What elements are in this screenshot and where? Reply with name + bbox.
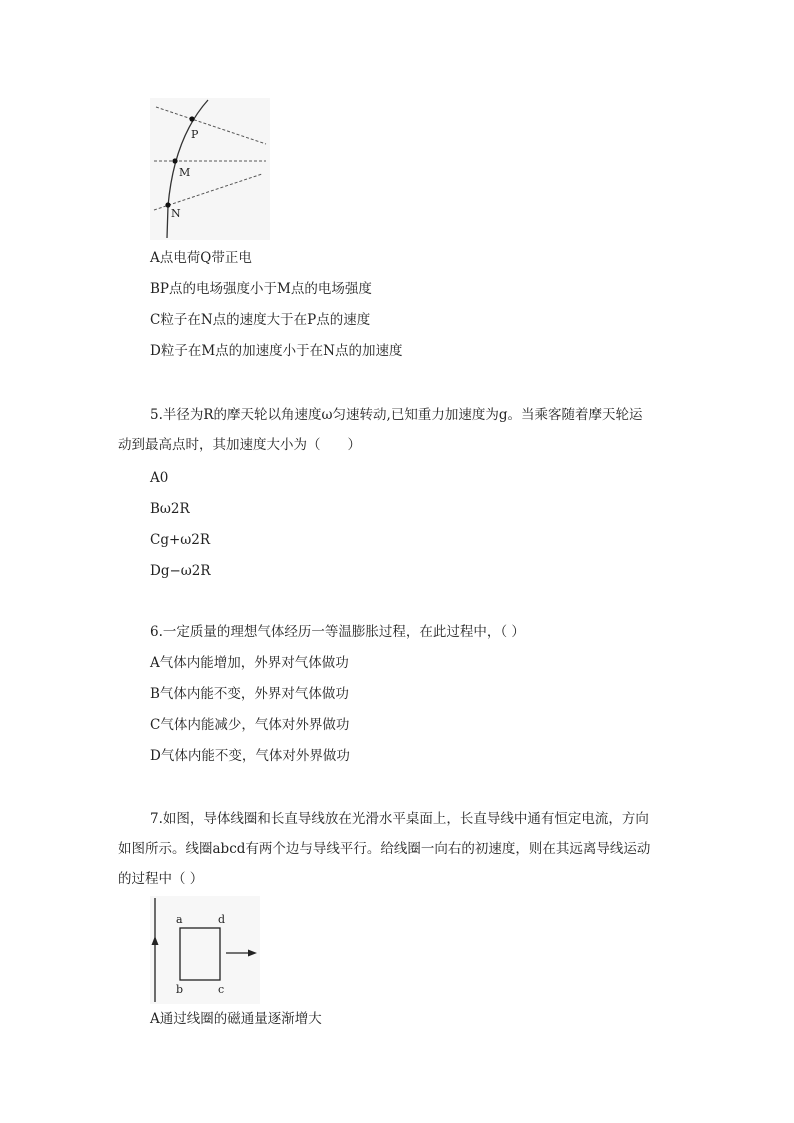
q7-stem-line1: 7.如图，导体线圈和长直导线放在光滑水平桌面上，长直导线中通有恒定电流，方向 <box>150 811 649 827</box>
label-b: b <box>176 983 184 996</box>
label-n: N <box>171 207 181 220</box>
q6-stem: 6.一定质量的理想气体经历一等温膨胀过程，在此过程中，（ ） <box>150 624 525 640</box>
q5-option-d: Dg−ω2R <box>150 563 211 579</box>
label-a: a <box>176 913 183 926</box>
q6-option-d: D气体内能不变，气体对外界做功 <box>150 748 350 764</box>
q6-option-c: C气体内能减少，气体对外界做功 <box>150 717 350 733</box>
q5-option-a: A0 <box>150 470 169 486</box>
label-p: P <box>191 128 199 141</box>
q5-stem-line2: 动到最高点时，其加速度大小为（ ） <box>118 437 361 453</box>
figure-wire-coil <box>150 896 260 1004</box>
q4-option-a: A点电荷Q带正电 <box>150 250 252 266</box>
q5-option-c: Cg+ω2R <box>150 532 211 548</box>
q4-option-b: BP点的电场强度小于M点的电场强度 <box>150 281 372 297</box>
q4-option-d: D粒子在M点的加速度小于在N点的加速度 <box>150 343 403 359</box>
label-d: d <box>218 913 226 926</box>
q6-option-a: A气体内能增加，外界对气体做功 <box>150 655 349 671</box>
figure-field-trajectory <box>150 98 270 240</box>
q5-option-b: Bω2R <box>150 501 190 517</box>
q7-option-a: A通过线圈的磁通量逐渐增大 <box>150 1011 322 1027</box>
q5-stem-line1: 5.半径为R的摩天轮以角速度ω匀速转动,已知重力加速度为g。当乘客随着摩天轮运 <box>150 407 643 423</box>
q7-stem-line2: 如图所示。线圈abcd有两个边与导线平行。给线圈一向右的初速度，则在其远离导线运动 <box>118 841 651 857</box>
q4-option-c: C粒子在N点的速度大于在P点的速度 <box>150 312 371 328</box>
label-c: c <box>218 983 225 996</box>
label-m: M <box>179 166 191 179</box>
q6-option-b: B气体内能不变，外界对气体做功 <box>150 686 349 702</box>
q7-stem-line3: 的过程中（ ） <box>118 871 204 887</box>
